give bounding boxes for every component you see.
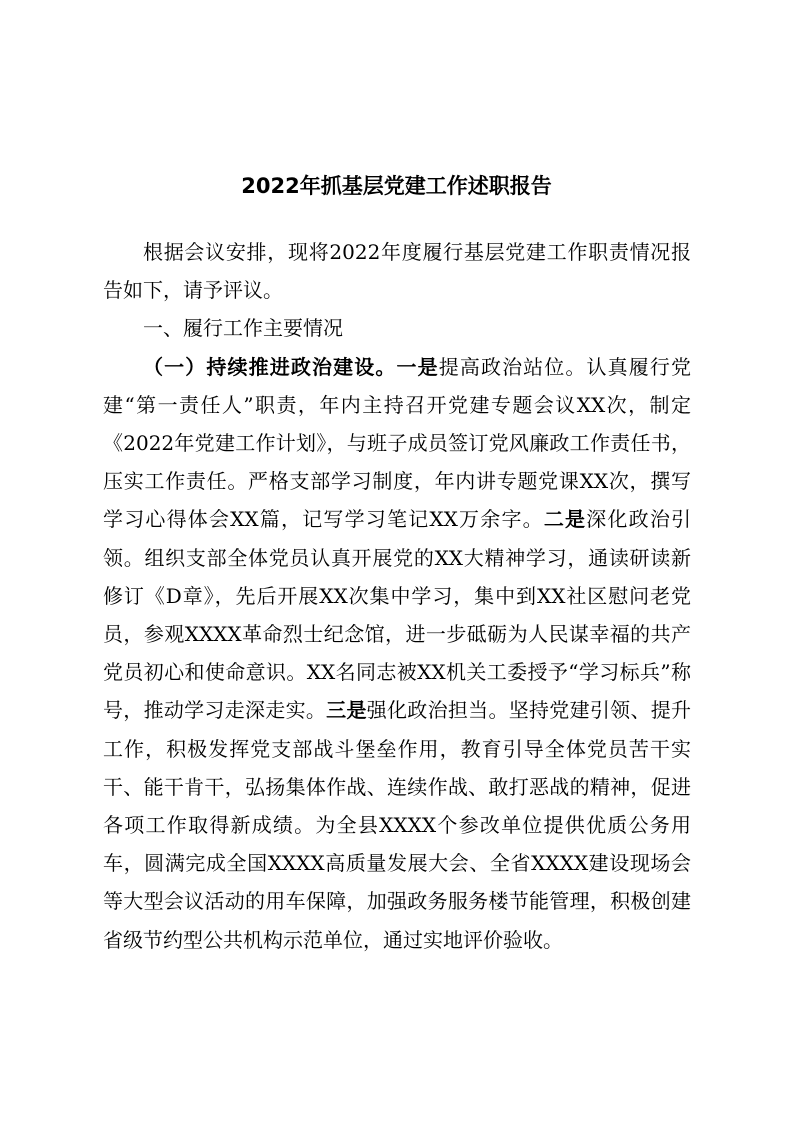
point-text-2: 深化政治引领。组织支部全体党员认真开展党的XX大精神学习，通读研读新修订《D章》，先后开展XX次集中学习，集中到XX社区慰问老党员，参观XXXX革命烈士纪念馆，进一步砥砺为人民谋幸福的共产党员初心和使命意识。XX名同志被XX机关工委授予“学习标兵”称号，推动学习走深走实。 — [103, 507, 692, 723]
point-lead-1: 一是 — [396, 354, 439, 379]
point-text-1: 提高政治站位。认真履行党建“第一责任人”职责，年内主持召开党建专题会议XX次，制定《2022年党建工作计划》，与班子成员签订党风廉政工作责任书，压实工作责任。严格支部学习制度，年内讲专题党课XX次，撰写学习心得体会XX篇，记写学习笔记XX万余字。 — [103, 354, 692, 532]
document-title: 2022年抓基层党建工作述职报告 — [241, 174, 552, 198]
document-body — [103, 233, 691, 959]
intro-paragraph: 根据会议安排，现将2022年度履行基层党建工作职责情况报告如下，请予评议。 — [103, 240, 691, 303]
section-paragraph — [103, 348, 691, 959]
point-lead-2: 二是 — [543, 507, 587, 532]
subsection-heading: （一）持续推进政治建设。 — [143, 354, 397, 379]
point-lead-3: 三是 — [326, 698, 367, 723]
point-text-3: 强化政治担当。坚持党建引领、提升工作，积极发挥党支部战斗堡垒作用，教育引导全体党员苦干实干、能干肯干，弘扬集体作战、连续作战、敢打恶战的精神，促进各项工作取得新成绩。为全县XXXX个参改单位提供优质公务用车，圆满完成全国XXXX高质量发展大会、全省XXXX建设现场会等大型会议活动的用车保障，加强政务服务楼节能管理，积极创建省级节约型公共机构示范单位，通过实地评价验收。 — [103, 698, 692, 952]
section-heading: 一、履行工作主要情况 — [143, 316, 343, 341]
